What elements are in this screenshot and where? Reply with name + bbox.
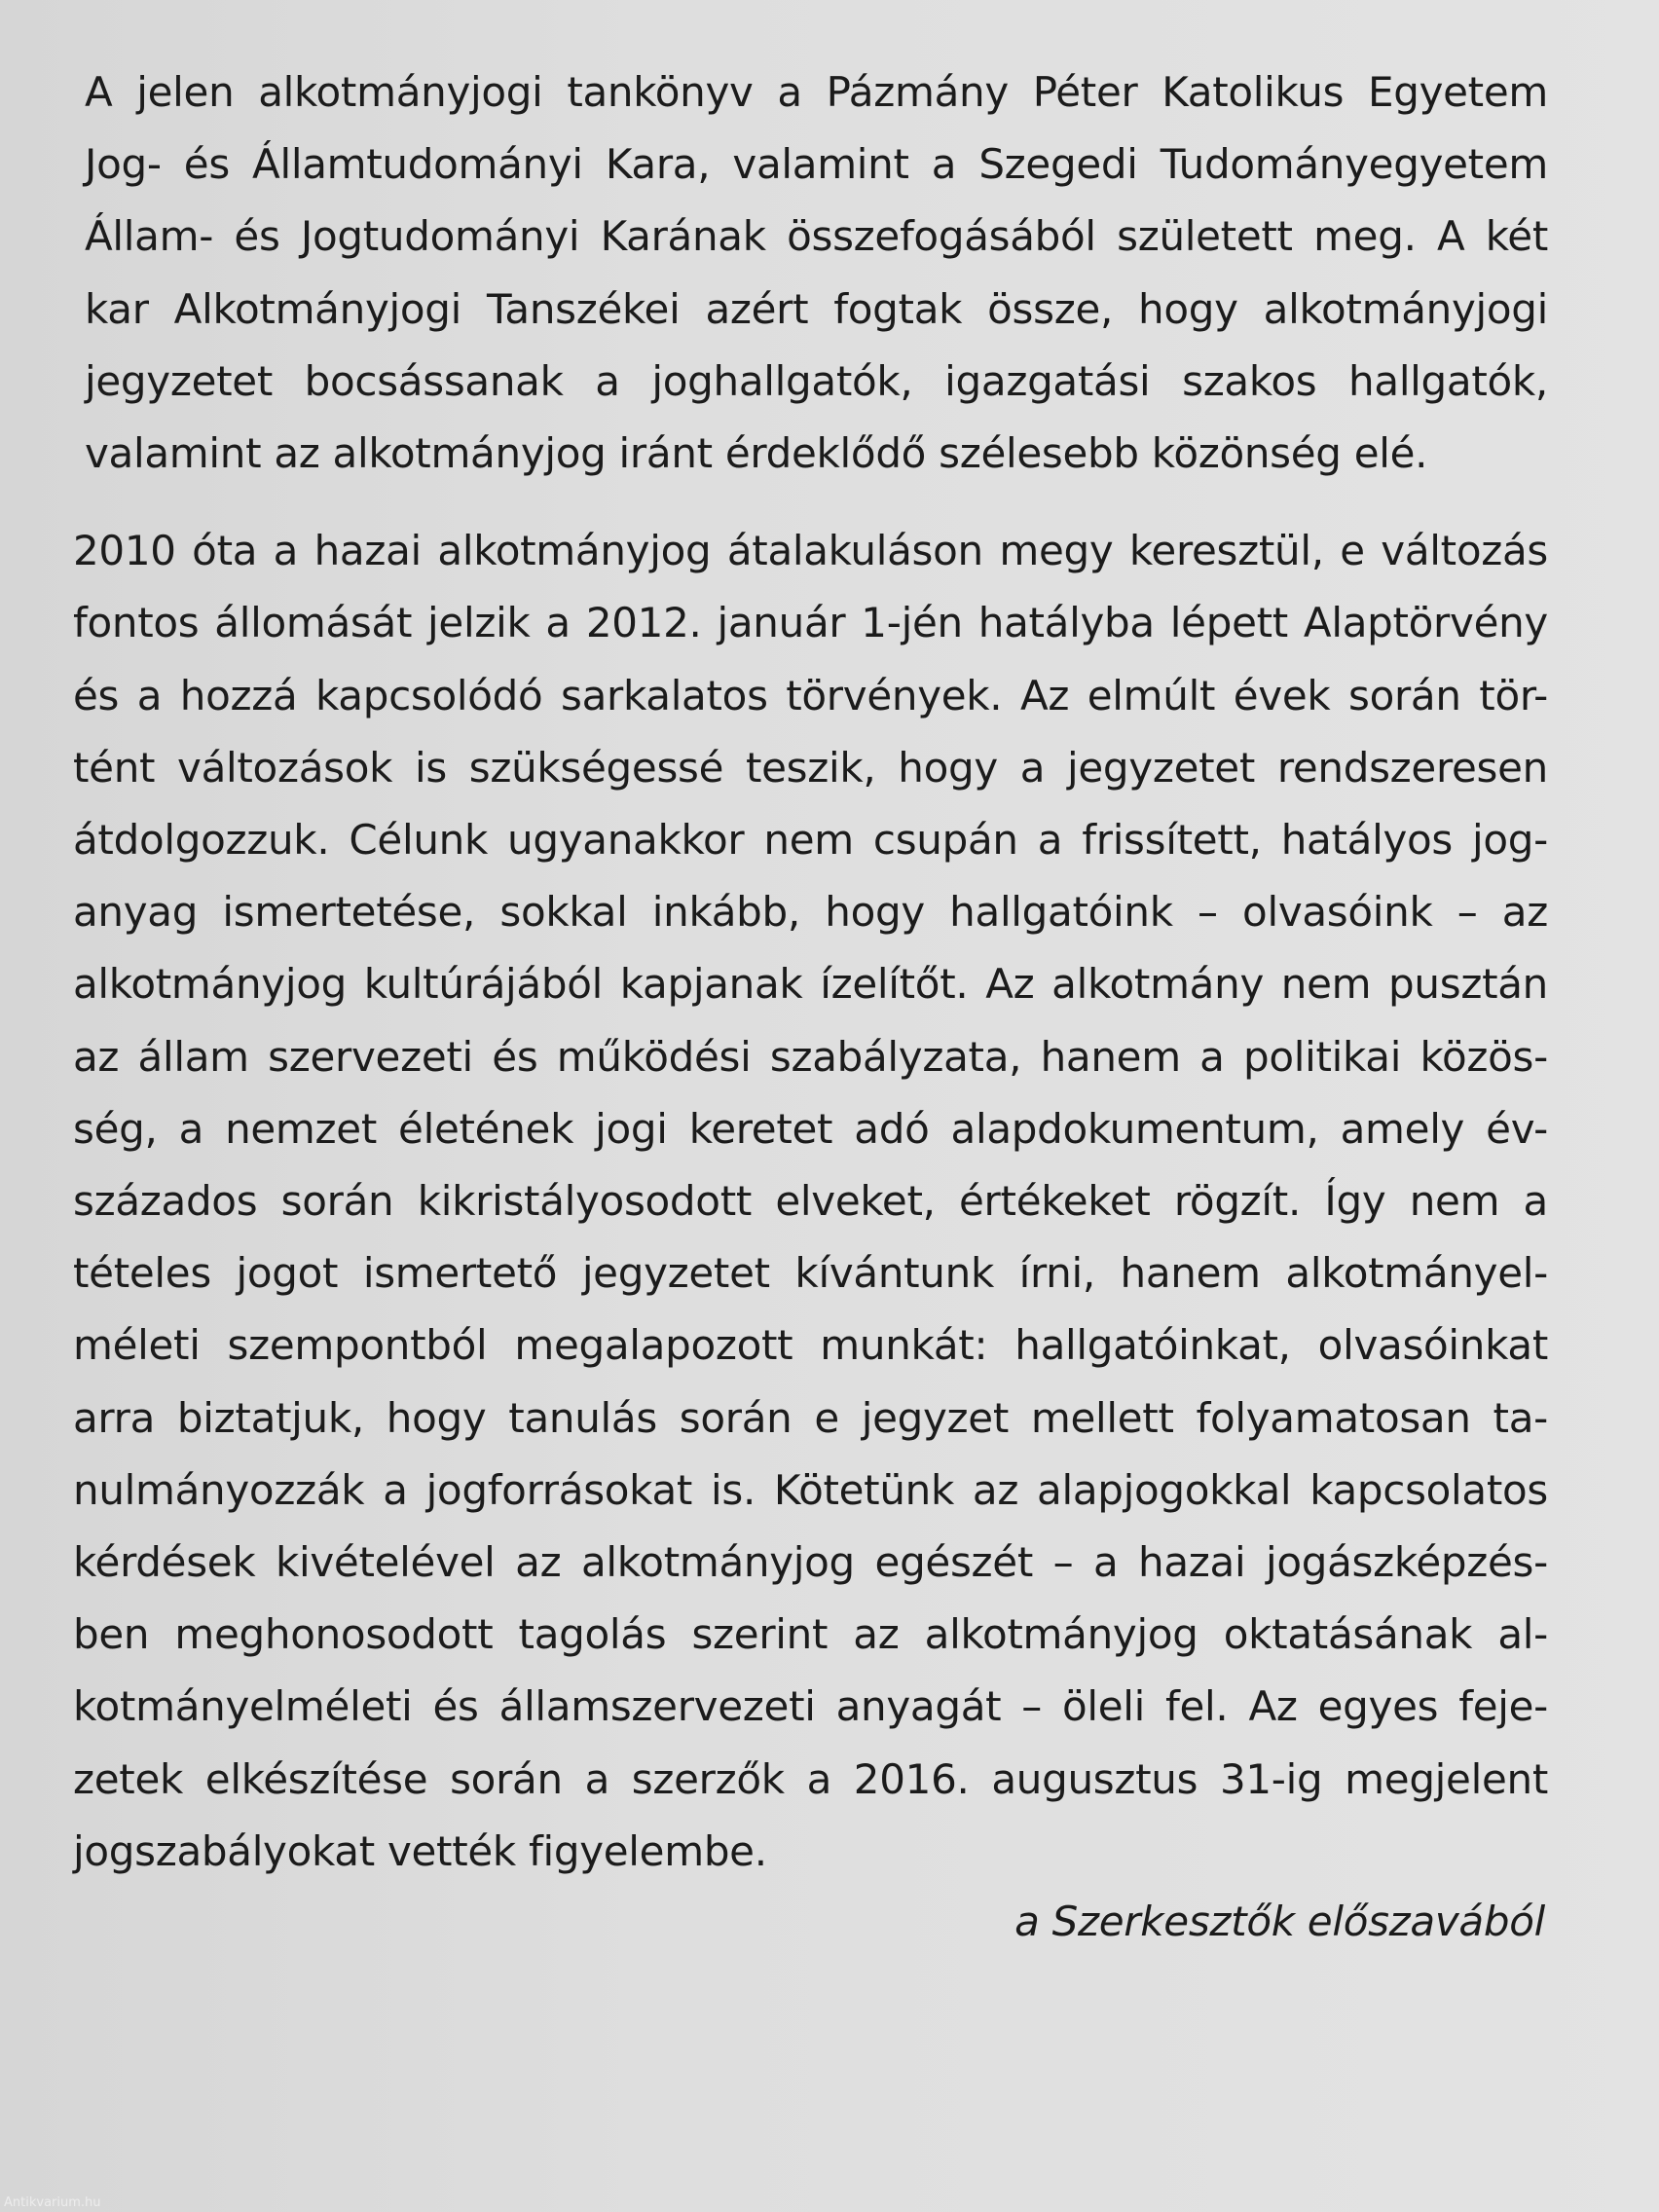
text-line: anyag ismertetése, sokkal inkább, hogy hallgatóink – olvasóink – az [73,888,1548,937]
text-line: kérdések kivételével az alkotmányjog egészét – a hazai jogászképzés- [73,1538,1548,1587]
text-line: méleti szempontból megalapozott munkát: hallgatóinkat, olvasóinkat [73,1321,1548,1370]
text-line: 2010 óta a hazai alkotmányjog átalakuláson megy keresztül, e változás [73,527,1548,575]
text-line: tételes jogot ismertető jegyzetet kívántunk írni, hanem alkotmányel- [73,1249,1548,1298]
text-line: Állam- és Jogtudományi Karának összefogásából született meg. A két [85,212,1548,261]
text-line: tént változások is szükségessé teszik, hogy a jegyzetet rendszeresen [73,743,1548,792]
signature-attribution: a Szerkesztők előszavából [1014,1898,1545,1945]
text-line: nulmányozzák a jogforrásokat is. Kötetünk az alapjogokkal kapcsolatos [73,1465,1548,1514]
text-line: Jog- és Államtudományi Kara, valamint a Szegedi Tudományegyetem [85,140,1548,189]
text-line: az állam szervezeti és működési szabályzata, hanem a politikai közös- [73,1032,1548,1081]
text-line: kotmányelméleti és államszervezeti anyagát – öleli fel. Az egyes feje- [73,1682,1548,1731]
text-line: ben meghonosodott tagolás szerint az alkotmányjog oktatásának al- [73,1610,1548,1659]
text-line: jogszabályokat vették figyelembe. [73,1826,767,1875]
text-line: százados során kikristályosodott elveket, értékeket rögzít. Így nem a [73,1177,1548,1226]
text-line: valamint az alkotmányjog iránt érdeklődő szélesebb közönség elé. [85,429,1428,478]
text-line: ség, a nemzet életének jogi keretet adó alapdokumentum, amely év- [73,1104,1548,1153]
text-line: zetek elkészítése során a szerzők a 2016. augusztus 31-ig megjelent [73,1754,1548,1803]
watermark: Antikvarium.hu [4,2195,101,2210]
text-line: alkotmányjog kultúrájából kapjanak ízelítőt. Az alkotmány nem pusztán [73,960,1548,1009]
text-line: arra biztatjuk, hogy tanulás során e jegyzet mellett folyamatosan ta- [73,1393,1548,1442]
preface-text-block [73,56,1548,1888]
text-line: és a hozzá kapcsolódó sarkalatos törvények. Az elmúlt évek során tör- [73,671,1548,719]
text-line: jegyzetet bocsássanak a joghallgatók, igazgatási szakos hallgatók, [85,356,1548,405]
text-line: fontos állomását jelzik a 2012. január 1-jén hatályba lépett Alaptörvény [73,599,1548,647]
text-line: átdolgozzuk. Célunk ugyanakkor nem csupán a frissített, hatályos jog- [73,816,1548,865]
text-line: kar Alkotmányjogi Tanszékei azért fogtak össze, hogy alkotmányjogi [85,284,1548,333]
text-line: A jelen alkotmányjogi tankönyv a Pázmány Péter Katolikus Egyetem [85,68,1548,116]
paragraph-intro [85,56,1548,490]
paragraph-main [73,515,1548,1888]
